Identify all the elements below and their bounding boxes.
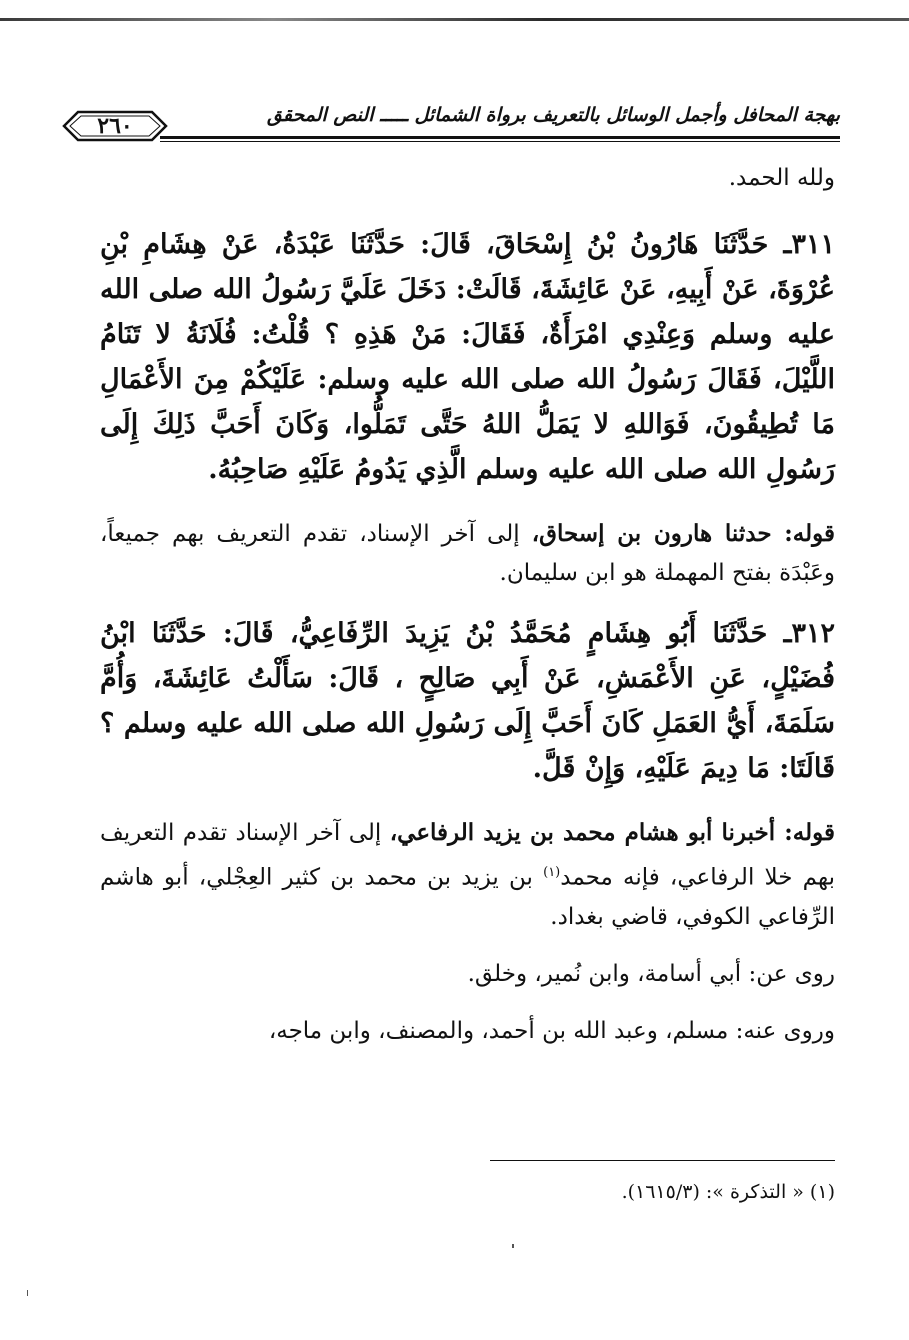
commentary-lead: قوله: حدثنا هارون بن إسحاق، bbox=[531, 520, 836, 547]
commentary-text: إلى آخر الإسناد تقدم التعريف بهم خلا الرفاعي، فإنه محمد bbox=[100, 820, 835, 891]
scan-speck bbox=[512, 1244, 514, 1248]
narrated-by-line: وروى عنه: مسلم، وعبد الله بن أحمد، والمصنف، وابن ماجه، bbox=[268, 1017, 835, 1044]
page-top-edge bbox=[0, 18, 909, 21]
footnote: (١) « التذكرة »: (١٦١٥/٣). bbox=[621, 1181, 835, 1203]
opening-line: ولله الحمد. bbox=[728, 165, 835, 191]
footnote-marker[interactable]: (١) bbox=[543, 865, 561, 880]
commentary-text-continued: بن يزيد بن محمد بن كثير العِجْلي، أبو هاشم الرِّفاعي الكوفي، قاضي بغداد. bbox=[100, 864, 835, 930]
header-rule bbox=[160, 136, 840, 142]
commentary-lead: قوله: أخبرنا أبو هشام محمد بن يزيد الرفاعي، bbox=[389, 819, 835, 846]
hadith-312: ٣١٢ـ حَدَّثَنَا أَبُو هِشَامٍ مُحَمَّدُ بْنُ يَزِيدَ الرِّفَاعِيُّ، قَالَ: حَدَّثَنَا ابْنُ فُضَيْلٍ، عَنِ الأَعْمَشِ، عَنْ أَبِي صَالِحٍ ، قَالَ: سَأَلْتُ عَائِشَةَ، وَأُمَّ سَلَمَةَ، أَيُّ العَمَلِ كَانَ أَحَبَّ إِلَى رَسُولِ الله صلى الله عليه وسلم ؟ قَالَتَا: مَا دِيمَ عَلَيْهِ، وَإِنْ قَلَّ. bbox=[100, 618, 835, 784]
page-number: ٢٦٠ bbox=[97, 113, 133, 139]
commentary-311 bbox=[100, 514, 835, 593]
header-title: بهجة المحافل وأجمل الوسائل بالتعريف برواة الشمائل ـــــ النص المحقق bbox=[267, 104, 840, 126]
commentary-text: إلى آخر الإسناد، تقدم التعريف بهم جميعاً، وعَبْدَة بفتح المهملة هو ابن سليمان. bbox=[100, 521, 835, 586]
commentary-312 bbox=[100, 813, 835, 937]
running-header bbox=[60, 96, 840, 150]
narrated-from-line: روى عن: أبي أسامة، وابن نُمير، وخلق. bbox=[467, 960, 835, 987]
page-body bbox=[100, 158, 835, 1069]
page-number-badge bbox=[60, 108, 170, 144]
scan-speck bbox=[27, 1290, 28, 1296]
footnote-separator bbox=[490, 1160, 835, 1161]
hadith-311: ٣١١ـ حَدَّثَنَا هَارُونُ بْنُ إِسْحَاقَ، قَالَ: حَدَّثَنَا عَبْدَةُ، عَنْ هِشَامِ بْنِ عُرْوَةَ، عَنْ أَبِيهِ، عَنْ عَائِشَةَ، قَالَتْ: دَخَلَ عَلَيَّ رَسُولُ الله صلى الله عليه وسلم وَعِنْدِي امْرَأَةٌ، فَقَالَ: مَنْ هَذِهِ ؟ قُلْتُ: فُلَانَةُ لا تَنَامُ اللَّيْلَ، فَقَالَ رَسُولُ الله صلى الله عليه وسلم: عَلَيْكُمْ مِنَ الأَعْمَالِ مَا تُطِيقُونَ، فَوَاللهِ لا يَمَلُّ اللهُ حَتَّى تَمَلُّوا، وَكَانَ أَحَبَّ ذَلِكَ إِلَى رَسُولِ الله صلى الله عليه وسلم الَّذِي يَدُومُ عَلَيْهِ صَاحِبُهُ. bbox=[100, 229, 835, 485]
